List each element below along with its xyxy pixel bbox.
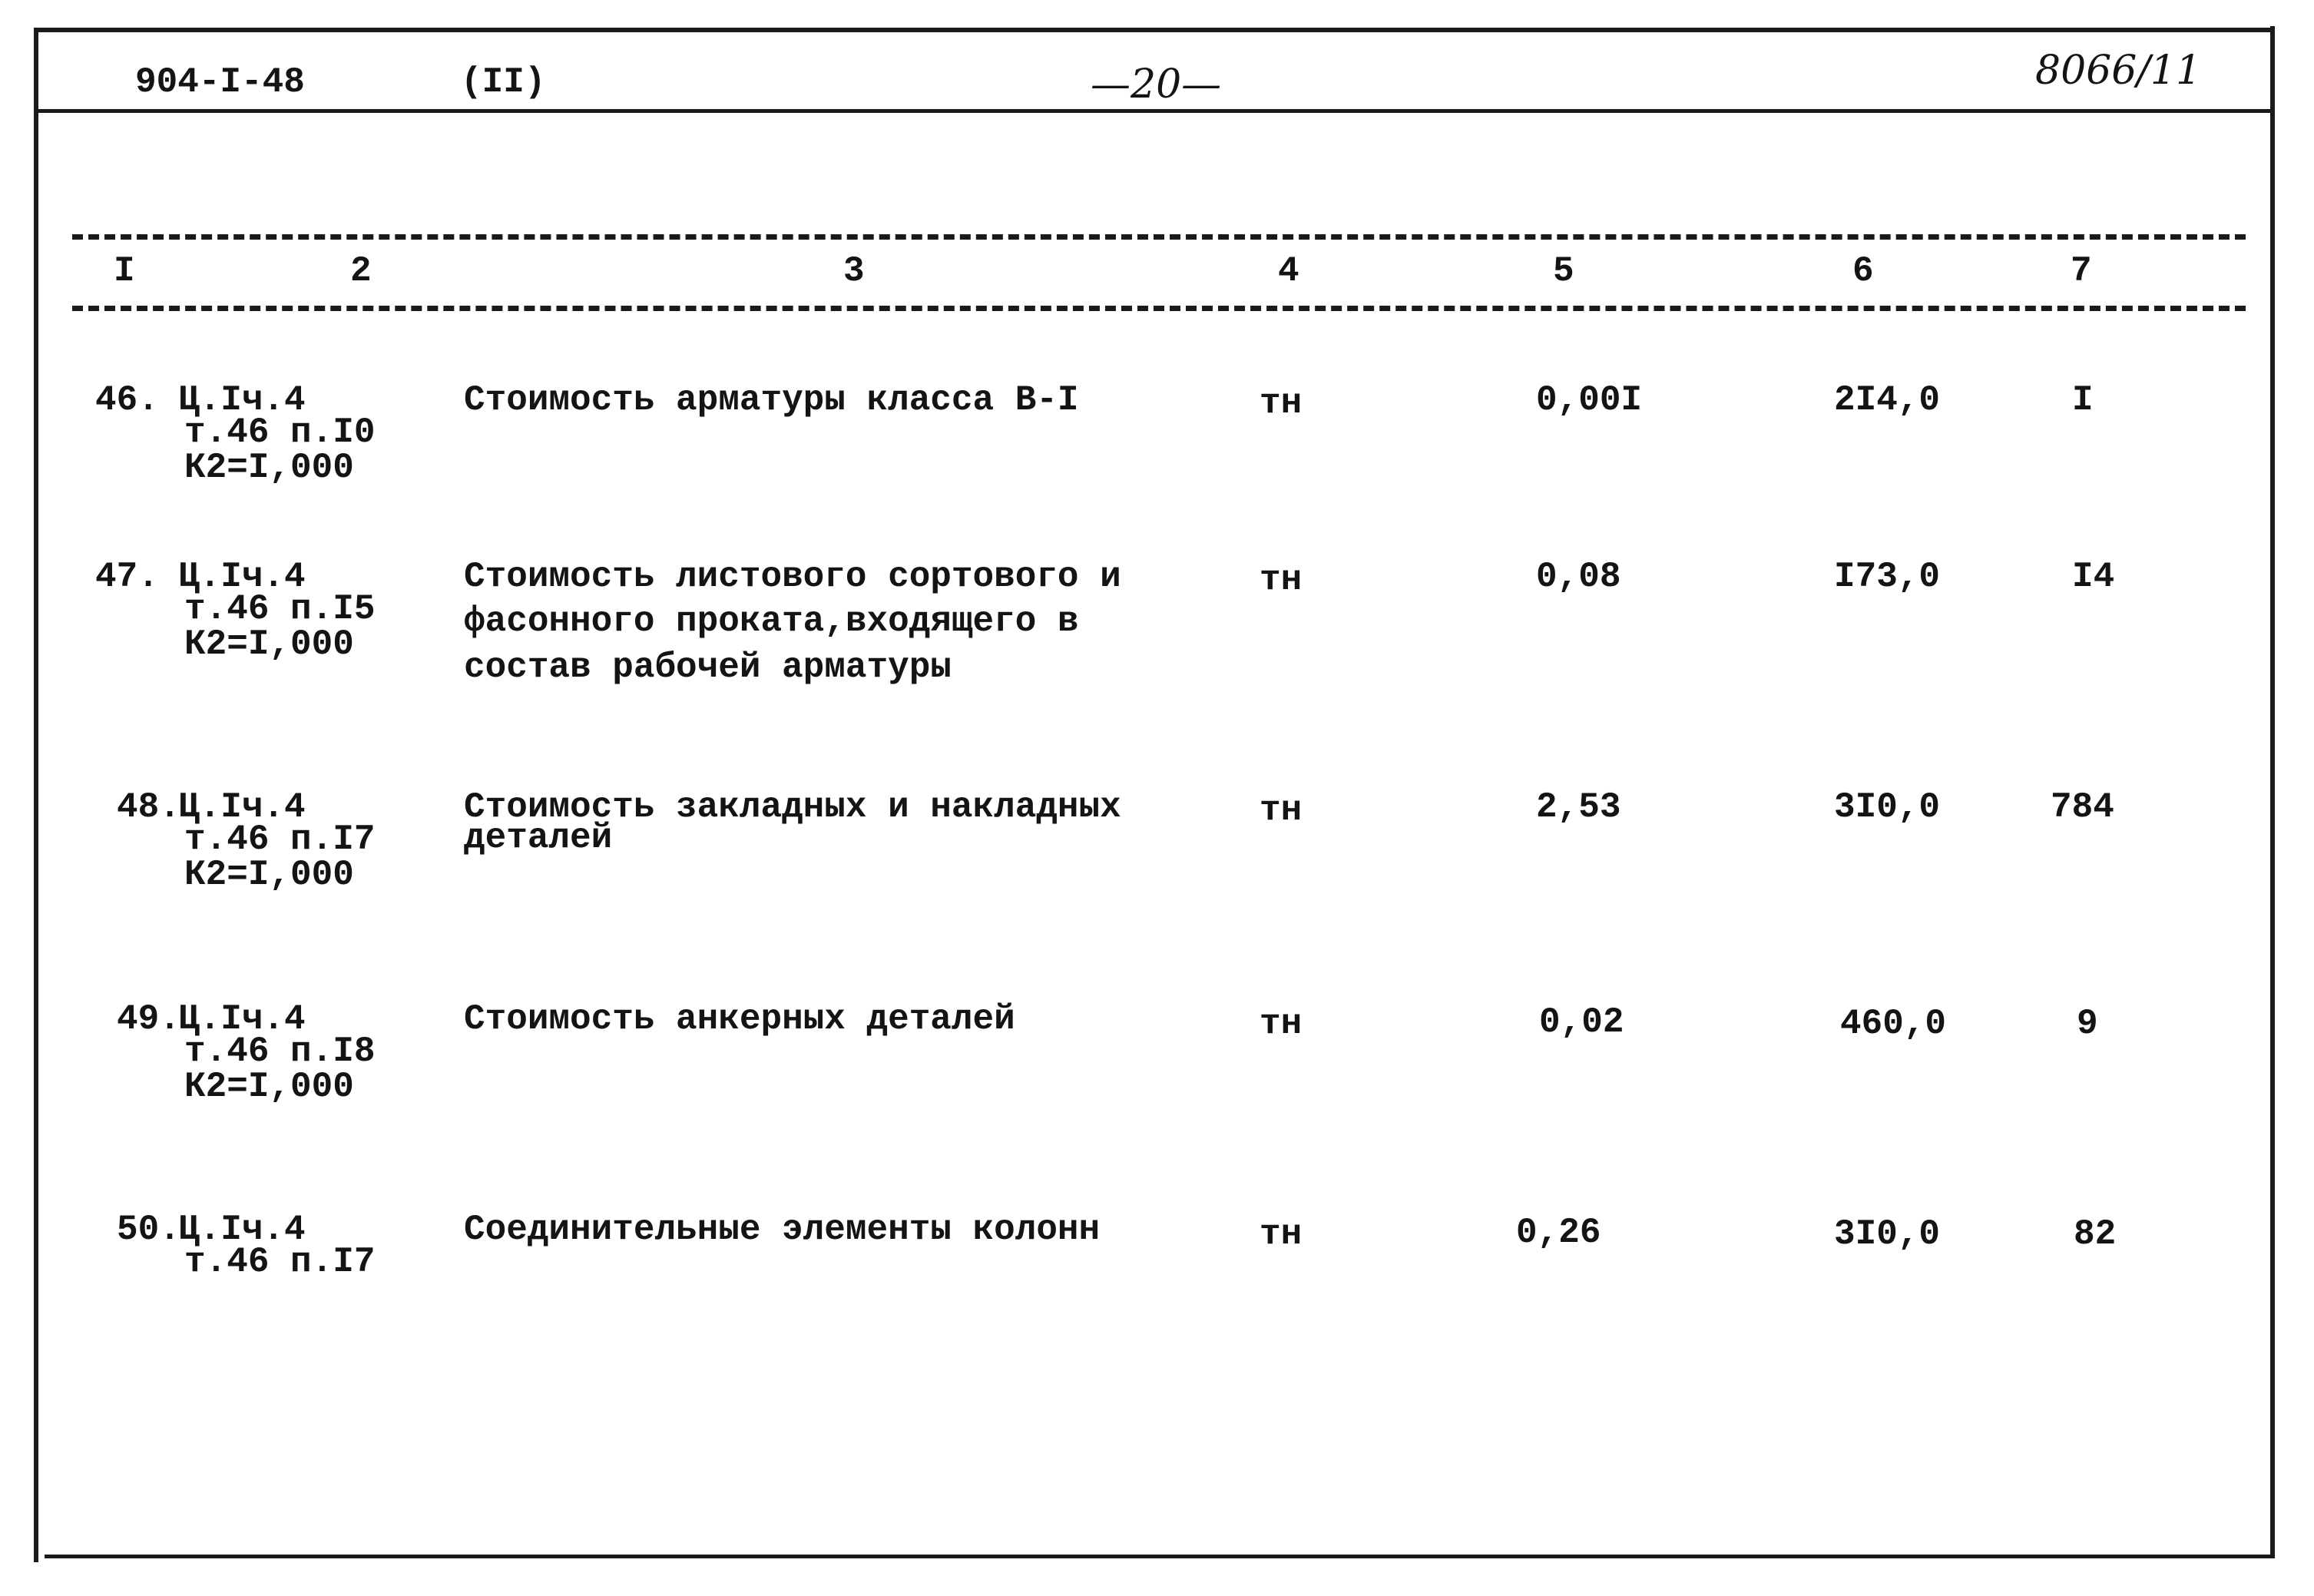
unit-cell: тн <box>1260 383 1303 423</box>
quantity-cell: 2,53 <box>1536 787 1621 827</box>
quantity-cell: 0,26 <box>1516 1213 1601 1253</box>
total-cost-cell: 9 <box>2077 1004 2098 1044</box>
unit-cell: тн <box>1260 560 1303 600</box>
column-number-6: 6 <box>1852 251 1874 291</box>
unit-cell: тн <box>1260 1004 1303 1044</box>
reference-line-2: т.46 п.I5 <box>184 589 376 629</box>
row-number: 48. <box>117 787 180 827</box>
reference-line-2: т.46 п.I7 <box>184 1242 376 1282</box>
row-number: 47. <box>95 557 159 597</box>
column-number-4: 4 <box>1278 251 1299 291</box>
total-cost-cell: 784 <box>2051 787 2114 827</box>
description-line-1: Стоимость анкерных деталей <box>464 999 1015 1039</box>
total-cost-cell: I4 <box>2072 557 2115 597</box>
description-line-2: деталей <box>464 818 613 858</box>
reference-line-3: К2=I,000 <box>184 448 354 488</box>
unit-cell: тн <box>1260 790 1303 830</box>
description-line-1: Соединительные элементы колонн <box>464 1210 1101 1250</box>
description-line-1: Стоимость листового сортового и <box>464 557 1121 597</box>
row-number: 46. <box>95 380 159 420</box>
quantity-cell: 0,02 <box>1539 1002 1624 1042</box>
unit-price-cell: 2I4,0 <box>1834 380 1941 420</box>
column-number-1: I <box>114 251 135 291</box>
frame-bottom-border <box>45 1555 2275 1558</box>
unit-price-cell: 3I0,0 <box>1834 1214 1941 1254</box>
header-divider <box>34 109 2275 113</box>
document-code: 904-I-48 <box>135 62 305 102</box>
frame-left-border <box>34 29 38 1562</box>
reference-line-1: Ц.Iч.4 <box>178 999 306 1039</box>
reference-line-1: Ц.Iч.4 <box>178 1210 306 1250</box>
description-line-1: Стоимость арматуры класса В-I <box>464 380 1079 420</box>
reference-line-2: т.46 п.I8 <box>184 1031 376 1071</box>
frame-right-border <box>2270 26 2275 1558</box>
sheet-number: 8066/11 <box>2035 48 2202 94</box>
reference-line-3: К2=I,000 <box>184 855 354 895</box>
reference-line-1: Ц.Iч.4 <box>178 787 306 827</box>
column-number-2: 2 <box>350 251 372 291</box>
column-number-5: 5 <box>1553 251 1574 291</box>
unit-cell: тн <box>1260 1214 1303 1254</box>
reference-line-2: т.46 п.I7 <box>184 820 376 859</box>
quantity-cell: 0,00I <box>1536 380 1643 420</box>
reference-line-2: т.46 п.I0 <box>184 412 376 452</box>
frame-top-border <box>34 28 2275 32</box>
table-header-bottom-rule <box>72 306 2246 311</box>
unit-price-cell: 3I0,0 <box>1834 787 1941 827</box>
column-number-3: 3 <box>843 251 865 291</box>
reference-line-1: Ц.Iч.4 <box>178 380 306 420</box>
row-number: 49. <box>117 999 180 1039</box>
description-line-3: состав рабочей арматуры <box>464 647 952 687</box>
total-cost-cell: 82 <box>2074 1214 2117 1254</box>
column-number-7: 7 <box>2071 251 2092 291</box>
document-part: (II) <box>461 62 546 102</box>
row-number: 50. <box>117 1210 180 1250</box>
unit-price-cell: I73,0 <box>1834 557 1941 597</box>
reference-line-3: К2=I,000 <box>184 1067 354 1107</box>
description-line-1: Стоимость закладных и накладных <box>464 787 1121 827</box>
page-number: —20— <box>1091 61 1222 108</box>
reference-line-1: Ц.Iч.4 <box>178 557 306 597</box>
total-cost-cell: I <box>2072 380 2094 420</box>
reference-line-3: К2=I,000 <box>184 624 354 664</box>
unit-price-cell: 460,0 <box>1840 1004 1947 1044</box>
description-line-2: фасонного проката,входящего в <box>464 601 1079 641</box>
table-header-top-rule <box>72 234 2246 240</box>
quantity-cell: 0,08 <box>1536 557 1621 597</box>
